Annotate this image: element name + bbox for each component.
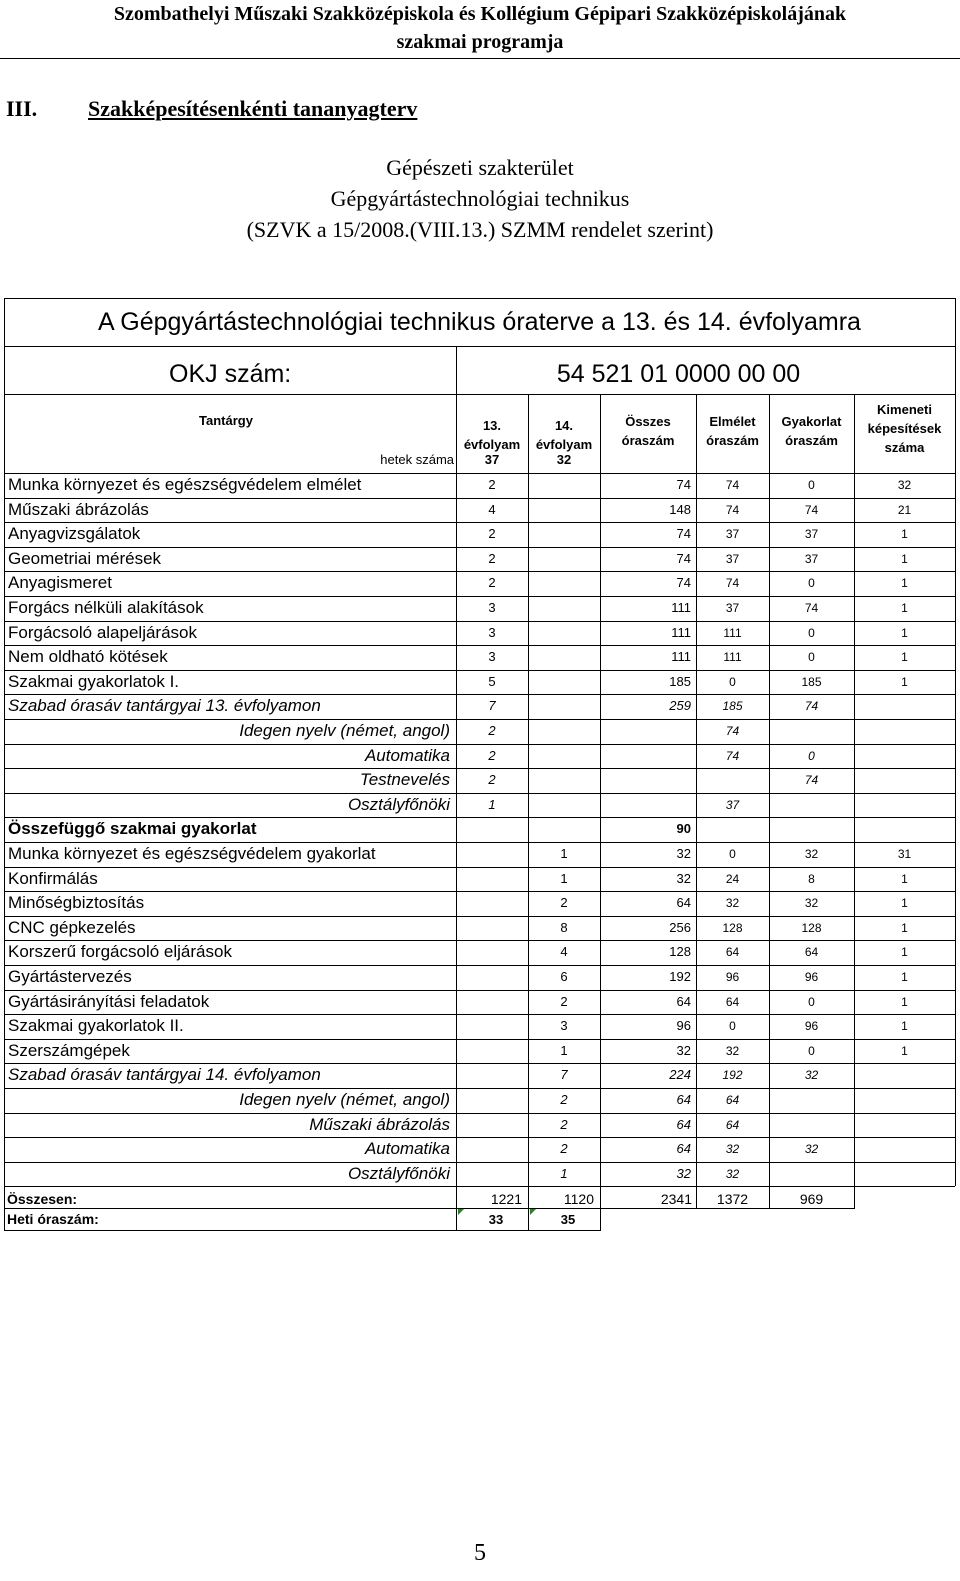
cell-theory: 37 [725, 527, 740, 542]
cell-theory: 74 [725, 748, 740, 763]
cell-total: 185 [669, 673, 691, 689]
cell-y13: 3 [488, 624, 496, 640]
table-left-border [4, 1208, 5, 1230]
cell-practice: 32 [804, 896, 819, 911]
subject-name: Szerszámgépek [8, 1040, 130, 1060]
subject-name: Korszerű forgácsoló eljárások [8, 942, 232, 962]
cell-practice: 0 [808, 625, 815, 640]
cell-theory: 96 [725, 970, 740, 984]
cell-total: 32 [676, 846, 691, 861]
subject-name: Munka környezet és egészségvédelem gyakorlat [8, 844, 376, 863]
cell-y13: 2 [488, 772, 496, 788]
subject-name: Szabad órasáv tantárgyai 14. évfolyamon [8, 1065, 321, 1085]
cell-outputs: 1 [901, 1019, 908, 1034]
section-title: Szakképesítésenkénti tananyagterv [88, 96, 418, 121]
cell-outputs: 1 [901, 970, 908, 984]
cell-total: 192 [669, 969, 691, 984]
cell-total: 90 [676, 821, 691, 837]
cell-y14: 1 [560, 1042, 568, 1058]
cell-total: 74 [676, 550, 691, 566]
subject-name: Gyártásirányítási feladatok [8, 991, 210, 1011]
cell-y14: 2 [560, 895, 568, 911]
cell-total: 32 [676, 870, 691, 886]
cell-practice: 0 [808, 576, 815, 591]
cell-y13: 5 [488, 673, 496, 689]
cell-y13: 1 [488, 796, 496, 812]
cell-practice: 32 [804, 1142, 819, 1157]
subject-name: Forgácsoló alapeljárások [8, 622, 197, 642]
subject-name: Idegen nyelv (német, angol) [239, 721, 450, 740]
cell-y14: 1 [560, 846, 568, 861]
cell-outputs: 1 [901, 527, 908, 542]
table-top-border [4, 298, 955, 299]
cell-total: 64 [676, 895, 691, 911]
subject-name: Anyagvizsgálatok [8, 524, 141, 544]
cell-marker [458, 1209, 464, 1215]
cell-theory: 111 [723, 650, 742, 665]
okj-number: 54 521 01 0000 00 00 [556, 360, 801, 388]
cell-total: 256 [669, 919, 691, 935]
cell-theory: 64 [725, 994, 740, 1009]
header-year-13-label: évfolyam [463, 437, 521, 452]
total-all-hours: 2341 [660, 1191, 692, 1207]
cell-outputs: 31 [897, 847, 912, 861]
cell-theory: 0 [729, 674, 736, 689]
cell-y13: 7 [488, 698, 496, 714]
cell-total: 64 [676, 993, 691, 1009]
cell-outputs: 1 [901, 945, 908, 960]
cell-y14: 6 [560, 969, 568, 984]
cell-outputs: 1 [901, 920, 908, 935]
subject-name: Anyagismeret [8, 573, 112, 593]
cell-theory: 185 [722, 699, 743, 714]
subject-name: Konfirmálás [8, 868, 98, 888]
subject-name: Összefüggő szakmai gyakorlat [8, 819, 257, 839]
cell-y13: 4 [488, 501, 496, 517]
cell-total: 74 [676, 477, 691, 492]
cell-y14: 7 [560, 1067, 568, 1083]
cell-practice: 37 [804, 551, 819, 566]
cell-y13: 2 [488, 550, 496, 566]
header-practice-line-1: Gyakorlat [781, 414, 842, 429]
cell-total: 32 [676, 1042, 691, 1058]
cell-practice: 74 [804, 773, 819, 788]
subject-name: Geometriai mérések [8, 548, 162, 568]
cell-practice: 74 [804, 699, 819, 714]
cell-theory: 74 [725, 576, 740, 591]
cell-theory: 24 [725, 871, 740, 886]
subject-name: Műszaki ábrázolás [309, 1114, 450, 1134]
cell-y13: 2 [488, 477, 496, 492]
subject-name: Testnevelés [359, 770, 450, 790]
cell-total: 32 [676, 1165, 691, 1181]
cell-practice: 185 [801, 674, 822, 689]
subject-name: Szakmai gyakorlatok II. [8, 1016, 184, 1036]
cell-practice: 74 [804, 502, 819, 517]
weekly-hours-year-14: 35 [560, 1212, 576, 1227]
cell-y14: 4 [560, 944, 568, 960]
section-number: III. [6, 96, 38, 121]
subject-name: Szabad órasáv tantárgyai 13. évfolyamon [8, 696, 321, 716]
cell-y14: 8 [560, 919, 568, 935]
subtitle-line-3: (SZVK a 15/2008.(VIII.13.) SZMM rendelet szerint) [246, 217, 714, 242]
cell-total: 111 [671, 649, 691, 665]
cell-practice: 128 [801, 920, 822, 935]
header-practice-hours [769, 412, 854, 450]
cell-outputs: 1 [901, 625, 908, 640]
cell-outputs: 1 [901, 994, 908, 1009]
total-year-14: 1120 [563, 1191, 594, 1207]
cell-y14: 1 [560, 870, 568, 886]
subject-name: Automatika [364, 1139, 450, 1159]
cell-theory: 0 [729, 847, 736, 861]
subject-name: Idegen nyelv (német, angol) [239, 1090, 450, 1109]
header-outputs-line-1: Kimeneti [877, 402, 932, 417]
cell-practice: 32 [804, 1068, 819, 1083]
table-title: A Gépgyártástechnológiai technikus óraterve a 13. és 14. évfolyamra [98, 308, 861, 336]
header-year-14 [528, 416, 600, 454]
cell-practice: 0 [808, 478, 815, 492]
cell-y14: 2 [560, 1141, 568, 1157]
cell-y14: 2 [560, 1092, 568, 1107]
cell-outputs: 1 [901, 1043, 908, 1058]
cell-practice: 0 [808, 650, 815, 665]
cell-theory: 32 [725, 1043, 740, 1058]
subject-name: Munka környezet és egészségvédelem elmélet [8, 475, 362, 494]
header-practice-line-2: óraszám [785, 433, 838, 448]
cell-theory: 32 [725, 1166, 740, 1181]
cell-practice: 0 [808, 748, 815, 763]
header-theory-hours [696, 412, 769, 450]
cell-total: 64 [676, 1141, 691, 1157]
cell-total: 259 [669, 698, 691, 714]
curriculum-subtitle [0, 152, 960, 245]
okj-label: OKJ szám: [169, 360, 292, 388]
cell-y13: 3 [488, 600, 496, 615]
cell-practice: 96 [804, 1019, 819, 1034]
okj-row-border [4, 394, 955, 395]
header-outputs-line-3: száma [884, 440, 925, 455]
subject-name: Osztályfőnöki [347, 794, 450, 814]
cell-theory: 32 [725, 896, 740, 911]
cell-theory: 64 [725, 945, 740, 960]
header-output-qualifications [854, 400, 955, 457]
weekly-hours-label: Heti óraszám: [7, 1211, 99, 1227]
cell-theory: 128 [722, 920, 743, 935]
cell-theory: 0 [729, 1019, 736, 1034]
subject-name: Forgács nélküli alakítások [8, 598, 204, 617]
cell-outputs: 21 [897, 502, 912, 517]
cell-outputs: 1 [901, 576, 908, 591]
cell-y13: 2 [488, 723, 496, 738]
subject-name: Osztályfőnöki [347, 1163, 450, 1183]
cell-y13: 2 [488, 526, 496, 542]
cell-total: 111 [671, 624, 691, 640]
cell-outputs: 32 [897, 478, 912, 492]
header-total-line-1: Összes [625, 414, 671, 429]
cell-total: 64 [676, 1116, 691, 1132]
cell-outputs: 1 [901, 674, 908, 689]
cell-outputs: 1 [901, 896, 908, 911]
cell-theory: 74 [725, 502, 740, 517]
cell-practice: 96 [804, 970, 819, 984]
cell-y14: 2 [560, 1116, 568, 1132]
cell-practice: 64 [804, 945, 819, 960]
cell-total: 74 [676, 526, 691, 542]
total-label: Összesen: [7, 1191, 78, 1207]
cell-theory: 32 [725, 1142, 740, 1157]
total-practice-hours: 969 [799, 1191, 824, 1207]
cell-outputs: 1 [901, 871, 908, 886]
cell-total: 64 [676, 1092, 691, 1107]
cell-total: 96 [676, 1018, 691, 1034]
cell-theory: 192 [722, 1068, 743, 1083]
curriculum-table [4, 298, 955, 1238]
weeks-year-13: 37 [484, 452, 500, 467]
header-year-14-label: évfolyam [535, 437, 593, 452]
header-theory-line-1: Elmélet [709, 414, 756, 429]
cell-y13: 3 [488, 649, 496, 665]
cell-theory: 64 [725, 1117, 740, 1132]
cell-practice: 0 [808, 1043, 815, 1058]
weeks-year-14: 32 [556, 452, 572, 467]
cell-marker [530, 1209, 536, 1215]
cell-y13: 2 [488, 575, 496, 591]
cell-practice: 37 [804, 527, 819, 542]
cell-outputs: 1 [901, 601, 908, 615]
header-year-13 [456, 416, 528, 454]
document-header [0, 0, 960, 56]
header-year-14-number: 14. [554, 418, 574, 433]
cell-theory: 37 [725, 551, 740, 566]
cell-theory: 74 [725, 724, 740, 738]
header-outputs-line-2: képesítések [867, 421, 942, 436]
cell-total: 148 [669, 501, 691, 517]
cell-y13: 2 [488, 747, 496, 763]
total-theory-hours: 1372 [716, 1191, 749, 1207]
cell-practice: 8 [808, 871, 815, 886]
subtitle-line-1: Gépészeti szakterület [386, 155, 574, 180]
subject-name: Szakmai gyakorlatok I. [8, 671, 180, 691]
weeks-label: hetek száma [380, 452, 454, 467]
header-theory-line-2: óraszám [706, 433, 759, 448]
header-total-hours [600, 412, 696, 450]
header-year-13-number: 13. [482, 418, 502, 433]
cell-theory: 37 [725, 601, 740, 615]
weekly-row-border [4, 1230, 601, 1231]
cell-total: 224 [669, 1067, 691, 1083]
header-subject: Tantárgy [199, 413, 253, 428]
subject-name: Műszaki ábrázolás [8, 499, 149, 519]
cell-total: 74 [676, 575, 691, 591]
subtitle-line-2: Gépgyártástechnológiai technikus [330, 186, 630, 211]
total-year-13: 1221 [490, 1191, 522, 1207]
page-number: 5 [474, 1540, 486, 1566]
title-row-border [4, 346, 955, 347]
cell-y14: 3 [560, 1018, 568, 1034]
cell-total: 128 [669, 944, 691, 960]
subject-name: Automatika [364, 745, 450, 765]
header-total-line-2: óraszám [621, 433, 675, 448]
table-right-border [955, 298, 956, 1186]
header-divider [0, 58, 960, 59]
header-line-2: szakmai programja [396, 31, 564, 53]
cell-theory: 111 [723, 625, 742, 640]
cell-theory: 74 [725, 478, 740, 492]
column-line-practice [854, 1186, 855, 1208]
header-line-1: Szombathelyi Műszaki Szakközépiskola és Kollégium Gépipari Szakközépiskolájának [113, 3, 847, 25]
cell-practice: 32 [804, 847, 819, 861]
cell-practice: 0 [808, 994, 815, 1009]
cell-total: 111 [671, 600, 691, 615]
cell-outputs: 1 [901, 650, 908, 665]
weekly-hours-year-13: 33 [488, 1212, 504, 1227]
cell-outputs: 1 [901, 551, 908, 566]
cell-practice: 74 [804, 601, 819, 615]
subject-name: Nem oldható kötések [8, 647, 168, 667]
cell-y14: 1 [560, 1165, 568, 1181]
subject-name: CNC gépkezelés [8, 917, 136, 937]
subject-name: Gyártástervezés [8, 967, 132, 986]
cell-theory: 64 [725, 1093, 740, 1107]
subject-name: Minőségbiztosítás [8, 893, 145, 913]
cell-theory: 37 [725, 797, 740, 812]
cell-y14: 2 [560, 993, 568, 1009]
